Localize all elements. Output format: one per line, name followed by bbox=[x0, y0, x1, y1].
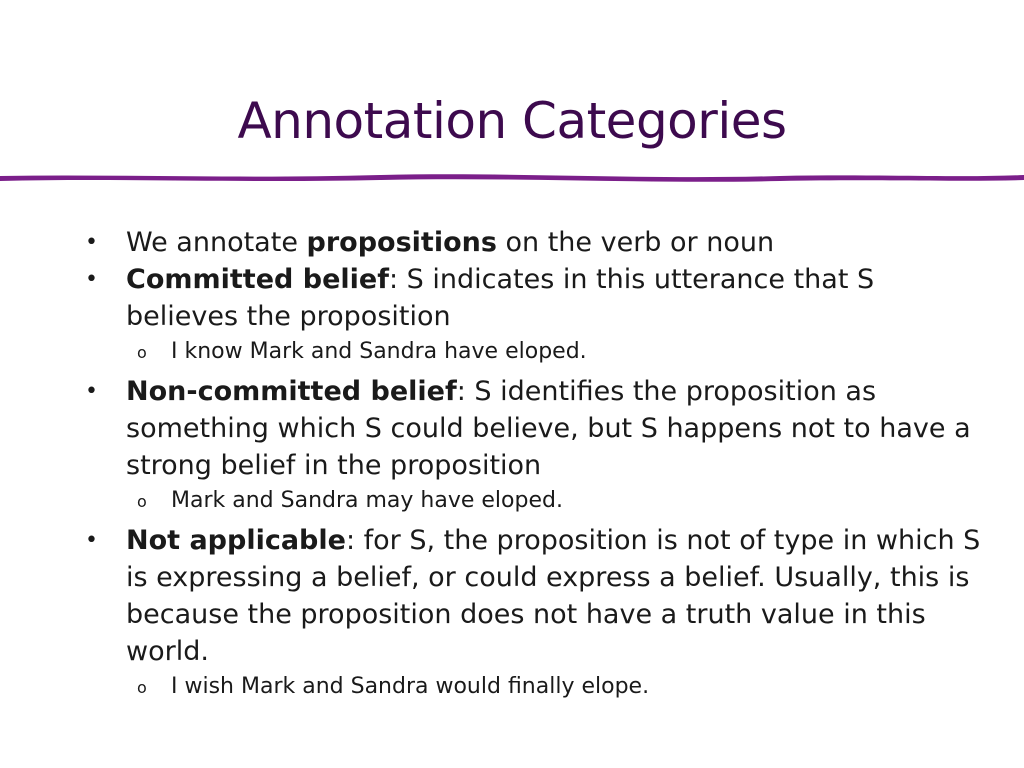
bullet-term: Committed belief bbox=[126, 264, 389, 295]
title-underline-stroke bbox=[0, 174, 1024, 181]
bullet-item-3 bbox=[85, 373, 985, 484]
bullet-term: Non-committed belief bbox=[126, 376, 457, 407]
sub-item-example-2 bbox=[85, 484, 985, 518]
bullet-item-4 bbox=[85, 522, 985, 670]
bullet-list bbox=[85, 224, 985, 708]
title-underline bbox=[0, 166, 1024, 190]
bullet-marker: • bbox=[85, 267, 98, 292]
bullet-marker: • bbox=[85, 379, 98, 404]
sub-bullet-marker: o bbox=[137, 343, 147, 362]
bullet-text: : S indicates in this utterance that S believes the proposition bbox=[126, 264, 875, 332]
sub-item-example-3 bbox=[85, 670, 985, 704]
bullet-text: : for S, the proposition is not of type in which S is expressing a belief, or could express a belief. Usually, this is because the proposition does not have a truth value in this world. bbox=[126, 525, 981, 667]
bullet-marker: • bbox=[85, 528, 98, 553]
sub-bullet-text: Mark and Sandra may have eloped. bbox=[171, 488, 563, 513]
sub-bullet-text: I wish Mark and Sandra would finally elope. bbox=[171, 674, 650, 699]
bullet-text: : S identifies the proposition as something which S could believe, but S happens not to have a strong belief in the proposition bbox=[126, 376, 971, 481]
sub-bullet-marker: o bbox=[137, 492, 147, 511]
bullet-inline-bold: propositions bbox=[306, 227, 497, 258]
bullet-marker: • bbox=[85, 230, 98, 255]
bullet-item-2 bbox=[85, 261, 985, 335]
sub-item-example-1 bbox=[85, 335, 985, 369]
sub-bullet-marker: o bbox=[137, 678, 147, 697]
bullet-text: on the verb or noun bbox=[496, 227, 775, 258]
sub-bullet-text: I know Mark and Sandra have eloped. bbox=[171, 339, 587, 364]
bullet-item-1 bbox=[85, 224, 985, 261]
bullet-text-pre: We annotate bbox=[126, 227, 307, 258]
bullet-term: Not applicable bbox=[126, 525, 346, 556]
slide-title: Annotation Categories bbox=[237, 92, 787, 150]
